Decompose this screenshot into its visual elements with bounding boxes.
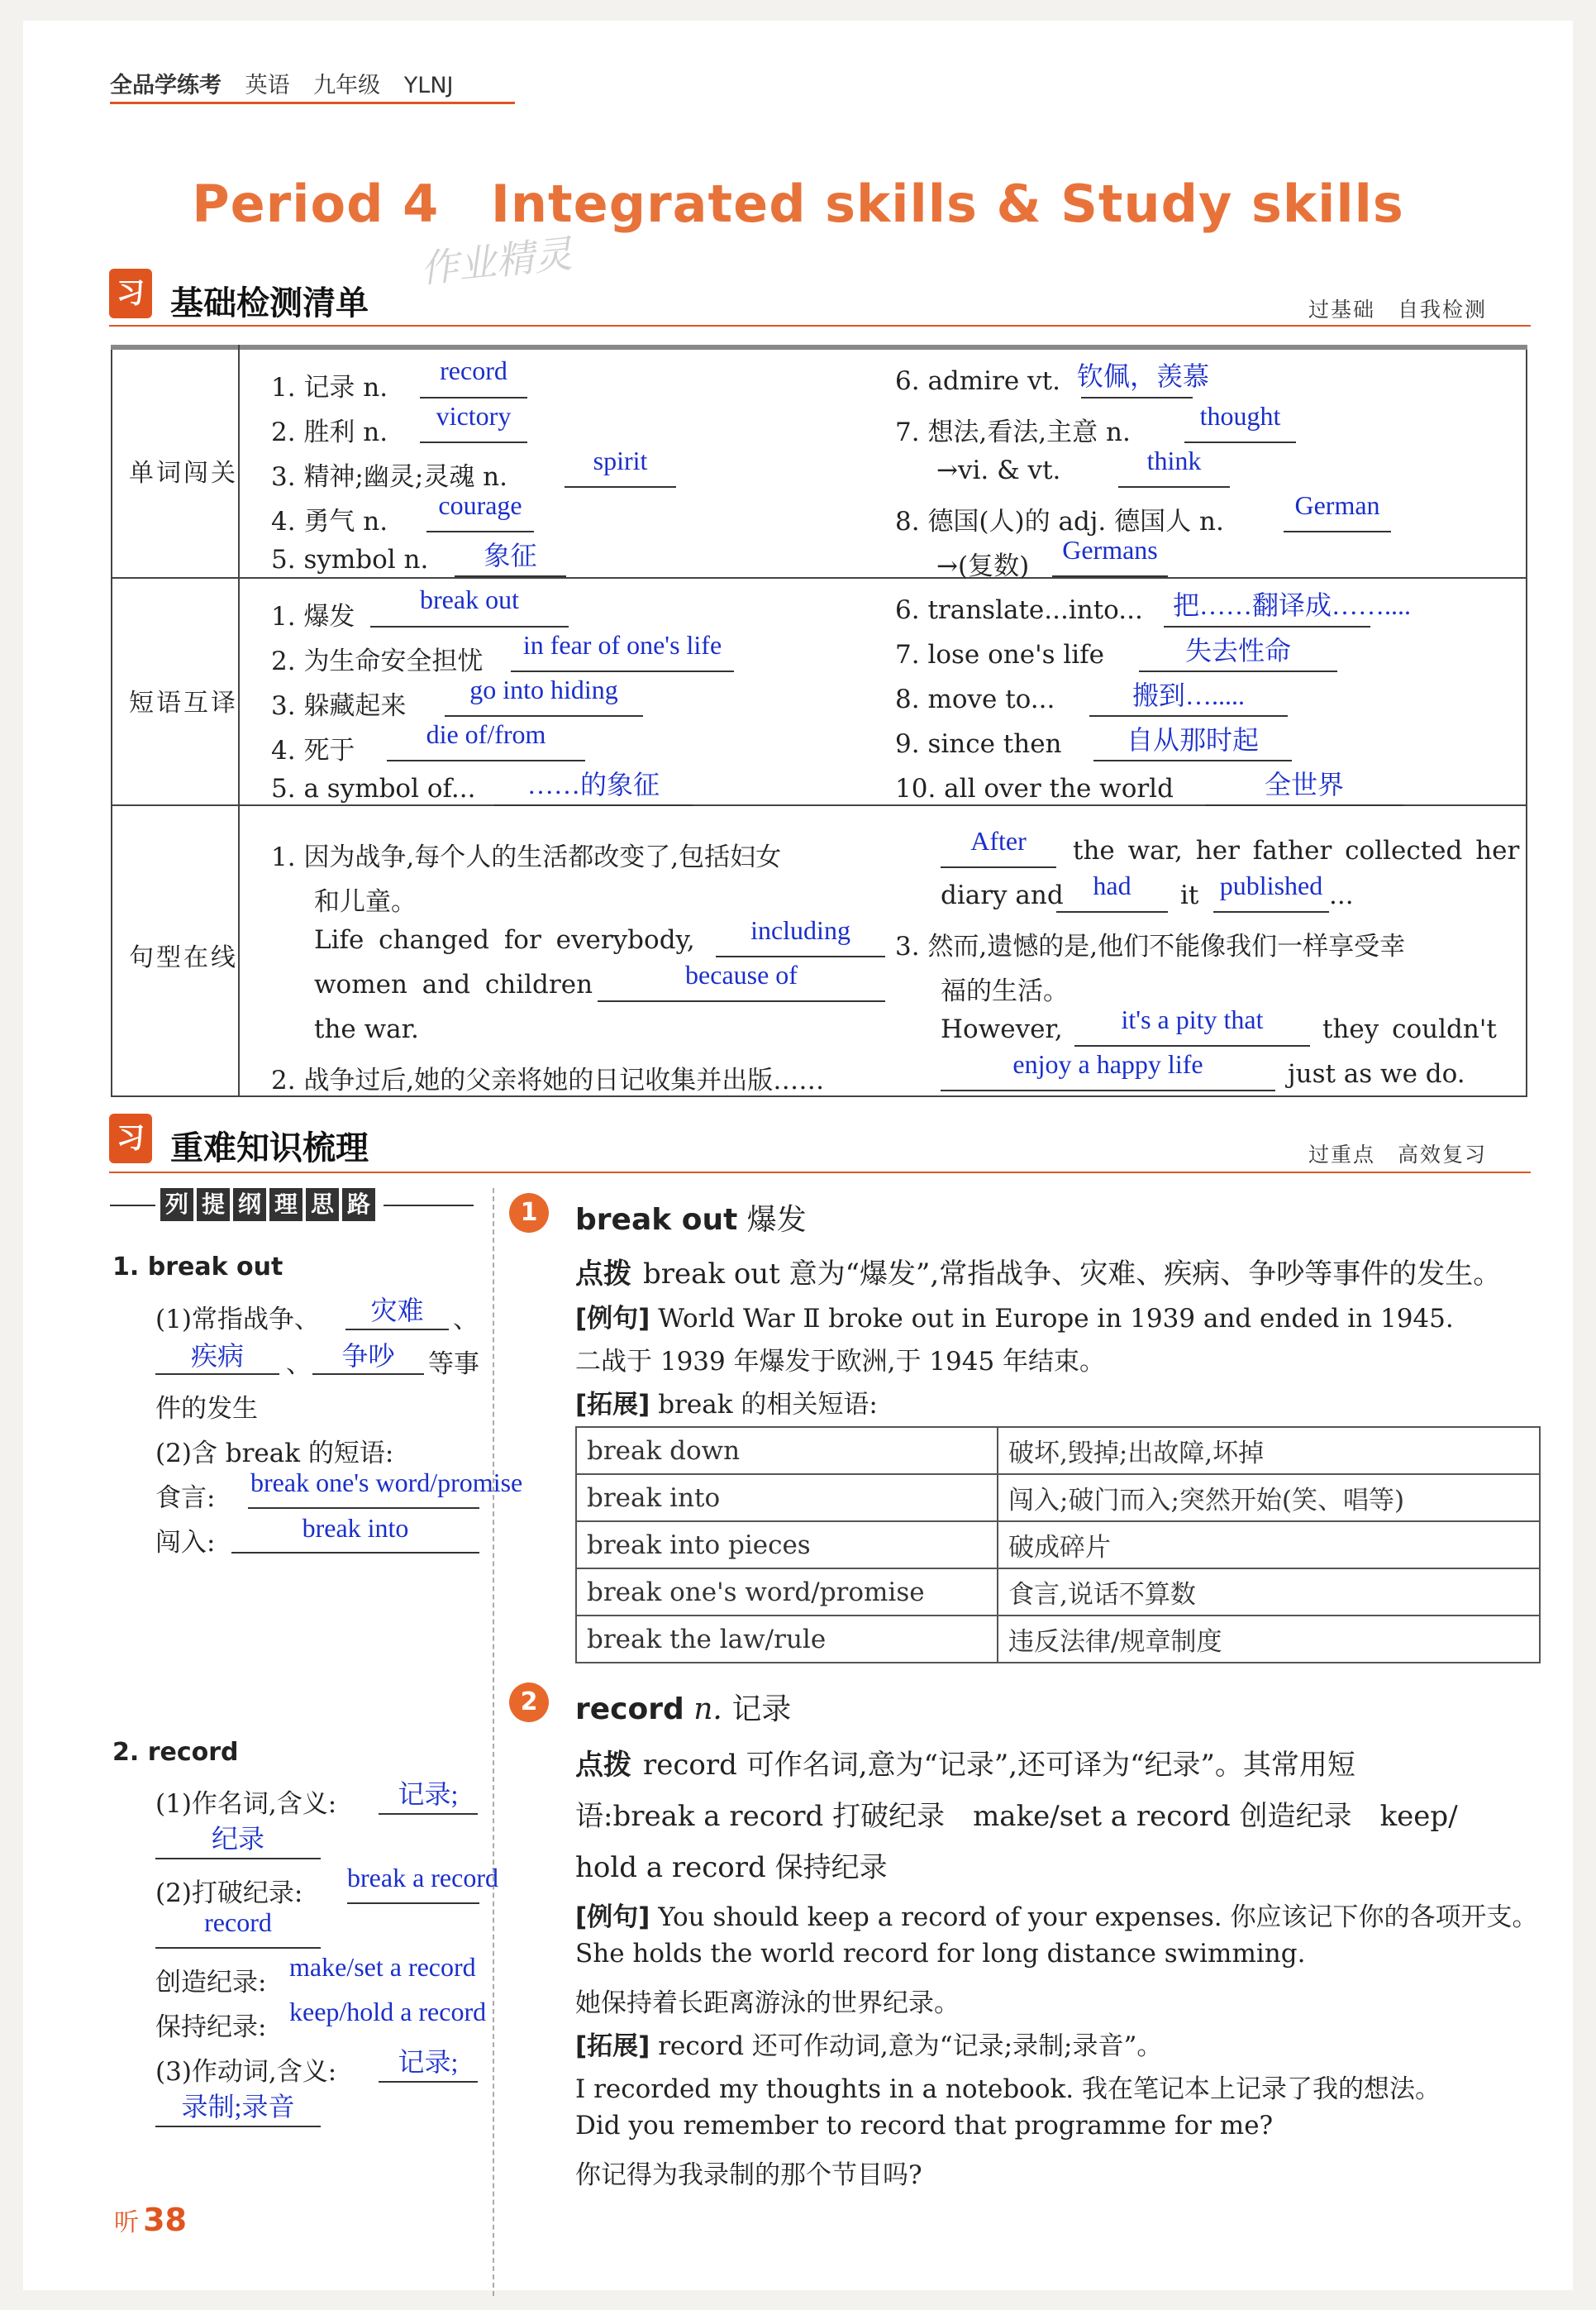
vocab-item-5: 5. symbol n. bbox=[271, 545, 429, 575]
phrase-item-8: 8. move to... bbox=[895, 685, 1055, 714]
outline-text: 件的发生 bbox=[155, 1394, 258, 1424]
sentence-3-en-c: just as we do. bbox=[1288, 1059, 1465, 1089]
phrase-item-10: 10. all over the world bbox=[895, 774, 1174, 804]
phrase-item-1: 1. 爆发 bbox=[271, 602, 355, 632]
answer: it's a pity that bbox=[1121, 1005, 1264, 1034]
point-number: 2 bbox=[509, 1682, 549, 1722]
sentence-3-en-b: they couldn't bbox=[1322, 1014, 1497, 1044]
blank-line bbox=[1164, 626, 1370, 628]
outline-text: (2)打破纪录: bbox=[155, 1878, 303, 1908]
blank-line bbox=[379, 2081, 478, 2083]
blank-line bbox=[155, 1947, 321, 1949]
point2-ext-2: Did you remember to record that programme for me? bbox=[575, 2111, 1274, 2141]
blank-line bbox=[1089, 715, 1288, 717]
sentence-3-cn-b: 福的生活。 bbox=[941, 976, 1069, 1006]
period-label: Period 4 bbox=[192, 174, 440, 234]
table-row: break down 破坏,毁掉;出故障,坏掉 bbox=[576, 1427, 1540, 1474]
answer: 记录; bbox=[398, 2047, 459, 2077]
blank-line bbox=[248, 1507, 479, 1509]
blank-line bbox=[1205, 804, 1403, 806]
answer: thought bbox=[1199, 401, 1281, 431]
answer: victory bbox=[436, 401, 512, 431]
phrase-item-4: 4. 死于 bbox=[271, 736, 355, 766]
outline-text: (3)作动词,含义: bbox=[155, 2057, 337, 2087]
answer: spirit bbox=[593, 446, 648, 475]
blank-line bbox=[1213, 911, 1329, 913]
blank-line bbox=[1052, 575, 1168, 577]
answer: 象征 bbox=[484, 541, 537, 570]
blank-line bbox=[370, 626, 569, 628]
outline-text: 、 bbox=[453, 1305, 479, 1334]
blank-line bbox=[347, 1902, 479, 1904]
blank-line bbox=[1074, 1045, 1310, 1047]
page-title bbox=[23, 174, 1573, 234]
answer: 争吵 bbox=[341, 1341, 395, 1371]
blank-line bbox=[494, 804, 693, 806]
blank-line bbox=[426, 531, 534, 532]
vocab-item-4: 4. 勇气 n. bbox=[271, 507, 388, 537]
answer: 灾难 bbox=[370, 1296, 424, 1325]
point1-heading: break out 爆发 bbox=[575, 1203, 807, 1237]
answer: German bbox=[1294, 490, 1380, 520]
answer: think bbox=[1146, 446, 1202, 475]
point2-tip: 点拨 record 可作名词,意为“记录”,还可译为“纪录”。其常用短 bbox=[575, 1749, 1355, 1782]
point1-example-cn: 二战于 1939 年爆发于欧洲,于 1945 年结束。 bbox=[575, 1347, 1106, 1377]
header-rule bbox=[110, 102, 515, 104]
outline-text: 保持纪录: bbox=[155, 2012, 267, 2042]
answer: break out bbox=[420, 585, 519, 614]
section2-rule bbox=[109, 1172, 1531, 1173]
page-footer bbox=[114, 2202, 187, 2238]
sentence-2-en-b: diary and bbox=[941, 881, 1064, 910]
phrase-item-9: 9. since then bbox=[895, 729, 1062, 759]
vocab-item-8: 8. 德国(人)的 adj. 德国人 n. bbox=[895, 507, 1224, 537]
table-row: break one's word/promise 食言,说话不算数 bbox=[576, 1568, 1540, 1616]
topic-label: Integrated skills & Study skills bbox=[490, 174, 1404, 234]
blank-line bbox=[1056, 911, 1168, 913]
point-number: 1 bbox=[509, 1193, 549, 1233]
blank-line bbox=[387, 760, 585, 761]
series-name: 全品学练考 bbox=[110, 73, 222, 98]
answer: Germans bbox=[1062, 535, 1158, 565]
answer: ……的象征 bbox=[526, 770, 660, 799]
answer: break a record bbox=[347, 1863, 498, 1892]
table-row: break into 闯入;破门而入;突然开始(笑、唱等) bbox=[576, 1474, 1540, 1521]
point2-extension: [拓展] record 还可作动词,意为“记录;录制;录音”。 bbox=[575, 2031, 1163, 2061]
watermark: 作业精灵 bbox=[417, 231, 574, 292]
sentence-1-cn-b: 和儿童。 bbox=[314, 887, 417, 917]
answer: in fear of one's life bbox=[522, 630, 722, 660]
table-row: break the law/rule 违反法律/规章制度 bbox=[576, 1616, 1540, 1663]
outline-text: (1)常指战争、 bbox=[155, 1305, 320, 1334]
point2-ext-1: I recorded my thoughts in a notebook. 我在笔记本上记录了我的想法。 bbox=[575, 2074, 1441, 2104]
blank-line bbox=[1118, 486, 1230, 488]
section-icon: 习 bbox=[109, 1114, 152, 1163]
outline-text: 等事 bbox=[428, 1349, 479, 1379]
answer: 自从那时起 bbox=[1126, 725, 1259, 755]
point2-example-2: She holds the world record for long distance swimming. bbox=[575, 1939, 1306, 1969]
point2-tip-b: 语:break a record 打破纪录 make/set a record 创造纪录 keep/ bbox=[575, 1800, 1458, 1833]
blank-line bbox=[1081, 397, 1193, 399]
table-top-band bbox=[111, 345, 1527, 350]
answer: 疾病 bbox=[190, 1341, 244, 1371]
phrase-item-5: 5. a symbol of... bbox=[271, 774, 476, 804]
blank-line bbox=[312, 1373, 424, 1375]
blank-line bbox=[155, 2126, 321, 2127]
table-divider bbox=[238, 345, 240, 1097]
answer: 把……翻译成…….... bbox=[1172, 590, 1411, 620]
section-icon: 习 bbox=[109, 269, 152, 318]
sentence-1-en-a: Life changed for everybody, bbox=[314, 925, 695, 955]
section1-tag: 过基础 自我检测 bbox=[1308, 298, 1488, 322]
answer: including bbox=[750, 915, 850, 945]
outline-heading: 列 提 纲 理 思 路 bbox=[155, 1188, 384, 1221]
answer: 纪录 bbox=[211, 1824, 264, 1854]
answer: because of bbox=[685, 960, 798, 990]
vocab-label: 单词闯关 bbox=[129, 459, 238, 488]
point2-example-3: 她保持着长距离游泳的世界纪录。 bbox=[575, 1988, 960, 2018]
answer: had bbox=[1093, 871, 1131, 900]
edition: YLNJ bbox=[403, 73, 454, 98]
blank-line bbox=[598, 1000, 885, 1002]
section2-tag: 过重点 高效复习 bbox=[1308, 1143, 1488, 1167]
page-number: 38 bbox=[143, 2202, 187, 2238]
outline-text: (1)作名词,含义: bbox=[155, 1789, 337, 1819]
blank-line bbox=[1184, 441, 1296, 443]
answer: break one's word/promise bbox=[250, 1468, 523, 1497]
vocab-item-8b: →(复数) bbox=[936, 551, 1030, 581]
vocab-item-6: 6. admire vt. bbox=[895, 366, 1060, 396]
outline-item-2-title: 2. record bbox=[112, 1738, 239, 1767]
answer: After bbox=[970, 826, 1027, 856]
grade: 九年级 bbox=[313, 73, 381, 98]
footer-prefix: 听 bbox=[114, 2208, 139, 2237]
vocab-item-7b: →vi. & vt. bbox=[936, 456, 1061, 485]
answer: 记录; bbox=[398, 1779, 459, 1809]
point2-heading: record n. 记录 bbox=[575, 1692, 792, 1726]
sentence-1-cn: 1. 因为战争,每个人的生活都改变了,包括妇女 bbox=[271, 842, 782, 872]
row-divider-1 bbox=[111, 577, 1527, 579]
answer: 全世界 bbox=[1264, 770, 1344, 799]
point1-extension: [拓展] break 的相关短语: bbox=[575, 1390, 878, 1420]
point2-tip-c: hold a record 保持纪录 bbox=[575, 1851, 888, 1884]
blank-line bbox=[379, 1813, 478, 1815]
phrase-item-2: 2. 为生命安全担忧 bbox=[271, 647, 484, 676]
sentence-2-en-d: ... bbox=[1329, 881, 1354, 910]
point2-ext-3: 你记得为我录制的那个节目吗? bbox=[575, 2160, 922, 2190]
section1-title: 基础检测清单 bbox=[170, 284, 369, 322]
answer: 钦佩，羡慕 bbox=[1077, 361, 1210, 391]
point1-example: [例句] World War Ⅱ broke out in Europe in 1939 and ended in 1945. bbox=[575, 1304, 1454, 1334]
answer: go into hiding bbox=[469, 675, 618, 704]
answer: published bbox=[1219, 871, 1323, 900]
outline-text: 、 bbox=[286, 1349, 312, 1379]
answer: 搬到…..... bbox=[1131, 680, 1245, 710]
outline-text: 闯入: bbox=[155, 1528, 216, 1558]
answer: enjoy a happy life bbox=[1012, 1049, 1203, 1079]
outline-text: 创造纪录: bbox=[155, 1968, 267, 1997]
running-header bbox=[110, 67, 453, 99]
blank-line bbox=[420, 397, 527, 399]
blank-line bbox=[716, 956, 885, 957]
sentences-label: 句型在线 bbox=[129, 943, 238, 972]
answer: die of/from bbox=[426, 719, 546, 749]
column-divider bbox=[493, 1188, 494, 2296]
point1-tip: 点拨 break out 意为“爆发”,常指战争、灾难、疾病、争吵等事件的发生。 bbox=[575, 1258, 1502, 1291]
phrase-item-7: 7. lose one's life bbox=[895, 640, 1105, 670]
phrase-item-3: 3. 躲藏起来 bbox=[271, 691, 407, 721]
sentence-2-en-a: the war, her father collected her bbox=[1073, 836, 1520, 866]
answer: 录制;录音 bbox=[181, 2092, 295, 2121]
vocab-item-3: 3. 精神;幽灵;灵魂 n. bbox=[271, 462, 507, 492]
point2-example: [例句] You should keep a record of your expenses. 你应该记下你的各项开支。 bbox=[575, 1902, 1538, 1932]
phrases-label: 短语互译 bbox=[129, 689, 238, 718]
answer: 失去性命 bbox=[1184, 636, 1291, 666]
sentence-1-en-c: the war. bbox=[314, 1014, 419, 1044]
blank-line bbox=[511, 671, 734, 672]
sentence-3-en-a: However, bbox=[941, 1014, 1063, 1044]
sentence-2-en-c: it bbox=[1180, 881, 1199, 910]
answer: record bbox=[440, 356, 507, 385]
blank-line bbox=[420, 441, 527, 443]
table-row: break into pieces 破成碎片 bbox=[576, 1521, 1540, 1568]
outline-item-1-title: 1. break out bbox=[112, 1253, 283, 1281]
blank-line bbox=[1093, 760, 1292, 761]
answer: break into bbox=[302, 1513, 409, 1543]
section2-title: 重难知识梳理 bbox=[170, 1129, 369, 1167]
break-phrases-table bbox=[575, 1426, 1541, 1663]
blank-line bbox=[455, 575, 566, 577]
page bbox=[23, 21, 1573, 2290]
answer: courage bbox=[438, 490, 522, 520]
outline-text: (2)含 break 的短语: bbox=[155, 1439, 394, 1468]
outline-text: 食言: bbox=[155, 1483, 216, 1513]
answer: make/set a record bbox=[289, 1952, 476, 1982]
sentence-1-en-b: women and children bbox=[314, 970, 593, 1000]
blank-line bbox=[941, 1090, 1275, 1091]
sentence-3-cn: 3. 然而,遗憾的是,他们不能像我们一样享受幸 bbox=[895, 932, 1406, 962]
blank-line bbox=[155, 1858, 321, 1859]
blank-line bbox=[345, 1329, 449, 1330]
section1-rule bbox=[109, 325, 1531, 327]
vocab-item-1: 1. 记录 n. bbox=[271, 373, 388, 403]
phrase-item-6: 6. translate...into... bbox=[895, 595, 1143, 625]
answer: keep/hold a record bbox=[289, 1997, 487, 2026]
vocab-item-2: 2. 胜利 n. bbox=[271, 418, 388, 447]
blank-line bbox=[155, 1373, 279, 1375]
vocab-item-7: 7. 想法,看法,主意 n. bbox=[895, 418, 1131, 447]
sentence-2-cn: 2. 战争过后,她的父亲将她的日记收集并出版…… bbox=[271, 1066, 825, 1095]
blank-line bbox=[565, 486, 676, 488]
blank-line bbox=[941, 866, 1056, 868]
subject: 英语 bbox=[245, 73, 290, 98]
blank-line bbox=[1284, 531, 1391, 532]
blank-line bbox=[445, 715, 643, 717]
blank-line bbox=[231, 1552, 479, 1554]
blank-line bbox=[1139, 671, 1337, 672]
answer: record bbox=[204, 1907, 272, 1937]
